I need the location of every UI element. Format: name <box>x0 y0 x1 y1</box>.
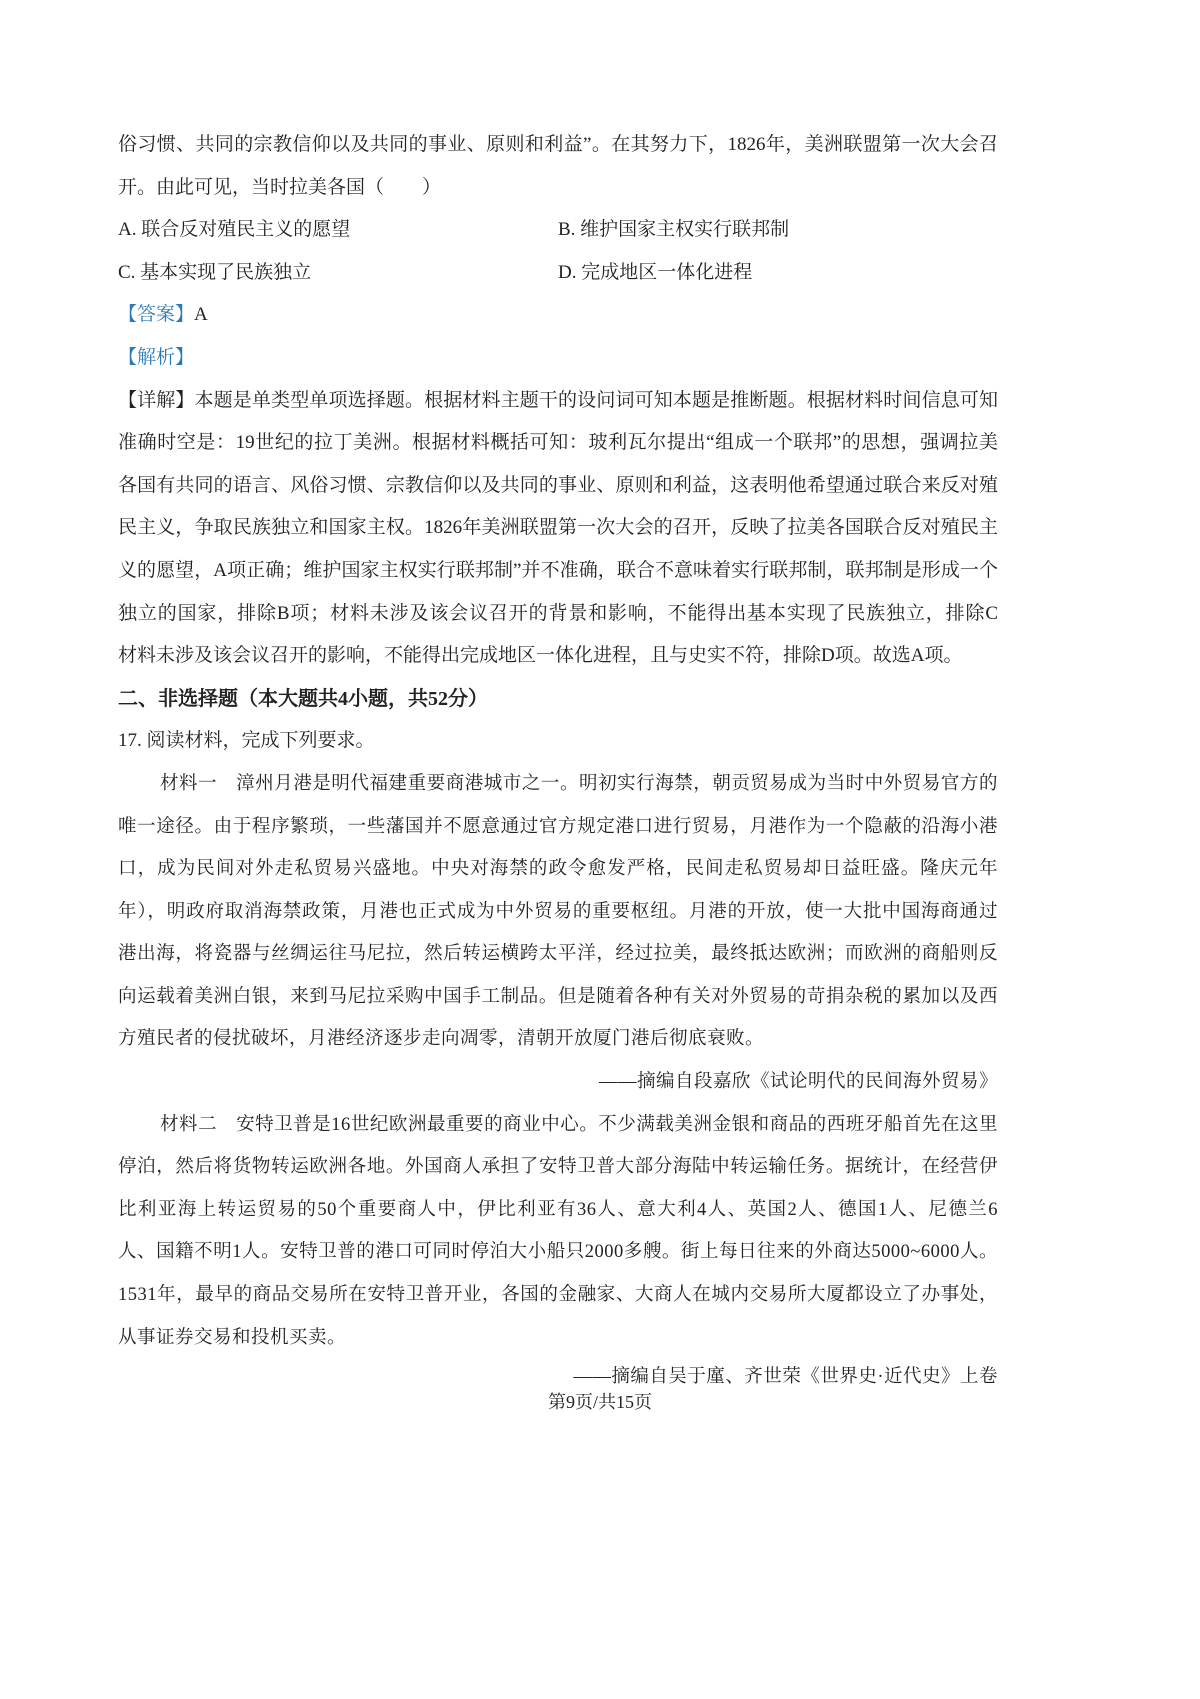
answer-value: A <box>194 304 208 326</box>
material1-line: 年），明政府取消海禁政策，月港也正式成为中外贸易的重要枢纽。月港的开放，使一大批中国海商通过 <box>118 901 998 922</box>
option-d: D. 完成地区一体化进程 <box>558 261 753 283</box>
options-row <box>118 209 998 252</box>
material2-line: 停泊，然后将货物转运欧洲各地。外国商人承担了安特卫普大部分海陆中转运输任务。据统计，在经营伊 <box>118 1157 998 1178</box>
material2-line: 1531年，最早的商品交易所在安特卫普开业，各国的金融家、大商人在城内交易所大厦都设立了办事处， <box>118 1285 998 1306</box>
material2-line: 材料二 安特卫普是16世纪欧洲最重要的商业中心。不少满载美洲金银和商品的西班牙船首先在这里 <box>160 1114 998 1135</box>
material1-line: 向运载着美洲白银，来到马尼拉采购中国手工制品。但是随着各种有关对外贸易的苛捐杂税的累加以及西 <box>118 986 998 1007</box>
detail-line: 各国有共同的语言、风俗习惯、宗教信仰以及共同的事业、原则和利益，这表明他希望通过联合来反对殖 <box>118 474 998 496</box>
detail-line: 准确时空是：19世纪的拉丁美洲。根据材料概括可知：玻利瓦尔提出“组成一个联邦”的思想，强调拉美 <box>118 432 998 454</box>
detail-line: 独立的国家，排除B项；材料未涉及该会议召开的背景和影响，不能得出基本实现了民族独立，排除C <box>118 602 998 624</box>
option-a: A. 联合反对殖民主义的愿望 <box>118 219 351 241</box>
q16-stem-line: 开。由此可见，当时拉美各国（ ） <box>118 176 442 198</box>
detail-line <box>118 380 998 423</box>
answer <box>118 294 998 337</box>
q16-stem-line: 俗习惯、共同的宗教信仰以及共同的事业、原则和利益”。在其努力下，1826年，美洲联盟第一次大会召 <box>118 134 998 155</box>
material1-line: 唯一途径。由于程序繁琐，一些藩国并不愿意通过官方规定港口进行贸易，月港作为一个隐蔽的沿海小港 <box>118 816 998 837</box>
detail-line: 义的愿望，A项正确；维护国家主权实行联邦制”并不准确，联合不意味着实行联邦制，联邦制是形成一个 <box>118 559 998 581</box>
option-c: C. 基本实现了民族独立 <box>118 261 312 283</box>
material1-source: ——摘编自段嘉欣《试论明代的民间海外贸易》 <box>598 1072 998 1093</box>
document-page <box>118 124 998 1395</box>
section-heading: 二、非选择题（本大题共4小题，共52分） <box>118 687 488 710</box>
material2-line: 比利亚海上转运贸易的50个重要商人中，伊比利亚有36人、意大利4人、英国2人、德国1人、尼德兰6 <box>118 1199 998 1220</box>
option-b: B. 维护国家主权实行联邦制 <box>558 219 790 241</box>
detail-line: 材料未涉及该会议召开的影响，不能得出完成地区一体化进程，且与史实不符，排除D项。故选A项。 <box>118 645 963 667</box>
material1-line: 方殖民者的侵扰破坏，月港经济逐步走向凋零，清朝开放厦门港后彻底衰败。 <box>118 1029 765 1050</box>
material1-line: 港出海，将瓷器与丝绸运往马尼拉，然后转运横跨太平洋，经过拉美，最终抵达欧洲；而欧洲的商船则反 <box>118 944 998 965</box>
detail-text: 本题是单类型单项选择题。根据材料主题干的设问词可知本题是推断题。根据材料时间信息可知 <box>194 389 998 411</box>
analysis-label: 【解析】 <box>118 346 195 368</box>
q17-stem: 17. 阅读材料，完成下列要求。 <box>118 730 375 752</box>
material1-line: 材料一 漳州月港是明代福建重要商港城市之一。明初实行海禁，朝贡贸易成为当时中外贸易官方的 <box>160 773 998 794</box>
options-row <box>118 252 998 295</box>
detail-line: 民主义，争取民族独立和国家主权。1826年美洲联盟第一次大会的召开，反映了拉美各国联合反对殖民主 <box>118 517 998 539</box>
material2-line: 人、国籍不明1人。安特卫普的港口可同时停泊大小船只2000多艘。街上每日往来的外商达5000~6000人。 <box>118 1242 998 1263</box>
material2-source: ——摘编自吴于廑、齐世荣《世界史·近代史》上卷 <box>573 1367 998 1388</box>
detail-label: 【详解】 <box>118 389 195 411</box>
material2-line: 从事证券交易和投机买卖。 <box>118 1327 347 1348</box>
material1-line: 口，成为民间对外走私贸易兴盛地。中央对海禁的政令愈发严格，民间走私贸易却日益旺盛。隆庆元年 <box>118 859 998 880</box>
answer-label: 【答案】 <box>118 304 195 326</box>
page-number: 第9页/共15页 <box>547 1392 652 1412</box>
